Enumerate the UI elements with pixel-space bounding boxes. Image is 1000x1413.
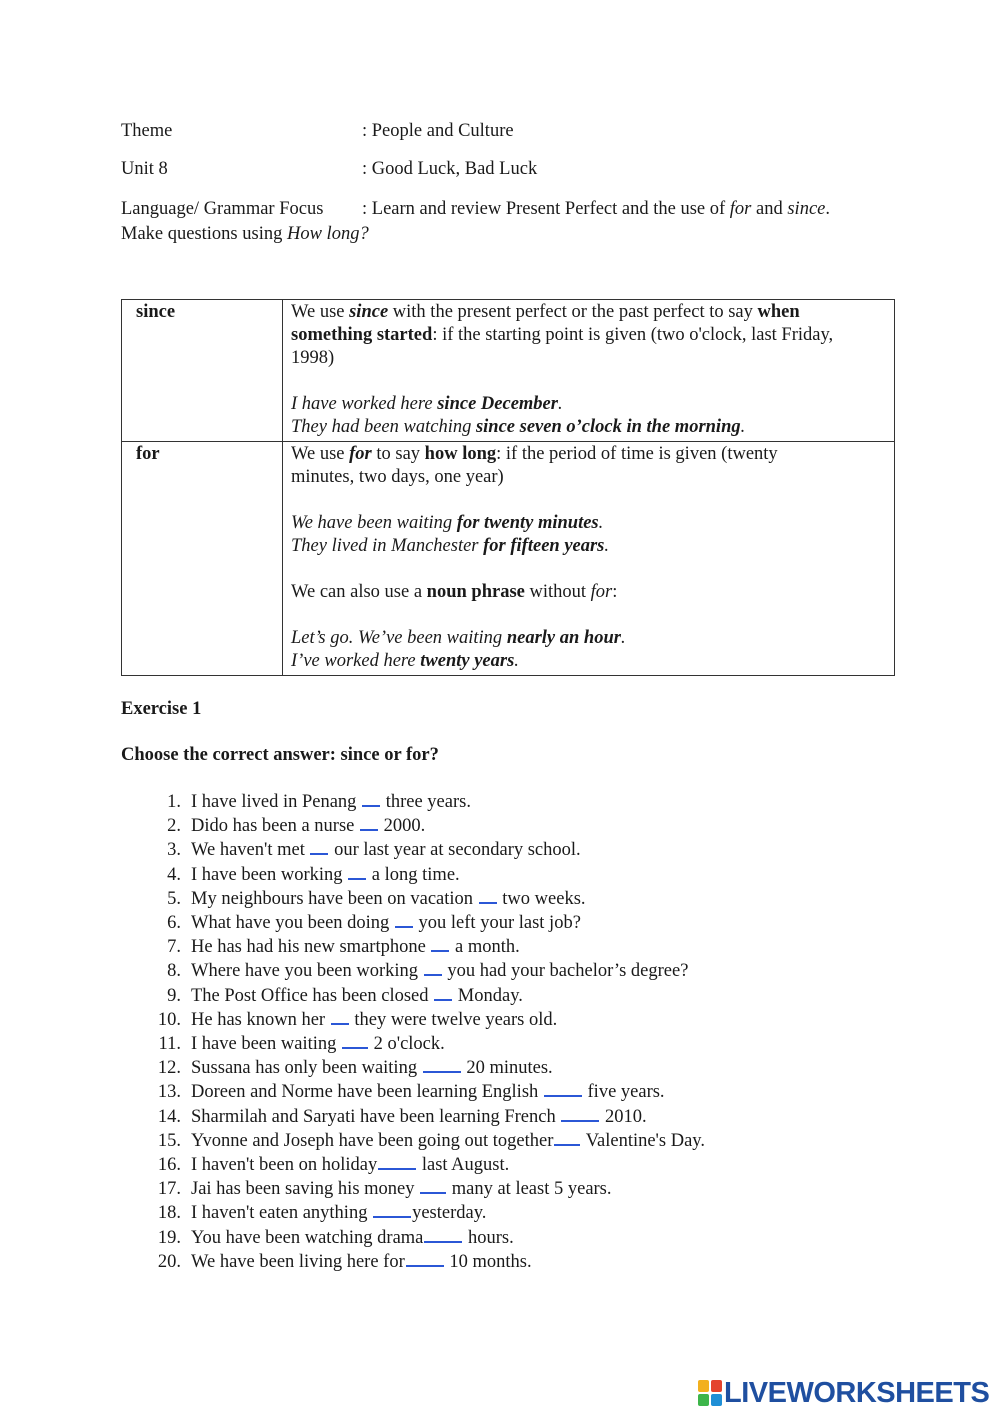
answer-blank[interactable] bbox=[423, 1056, 461, 1073]
question-text-before: I have lived in Penang bbox=[191, 792, 362, 812]
question-number: 6. bbox=[167, 913, 181, 934]
answer-blank[interactable] bbox=[561, 1105, 599, 1122]
question-item bbox=[140, 814, 705, 838]
question-item bbox=[140, 1032, 705, 1056]
exercise-title: Exercise 1 bbox=[121, 699, 202, 719]
question-text-after: two weeks. bbox=[497, 888, 586, 909]
question-text-after: 2000. bbox=[379, 816, 426, 837]
question-item bbox=[140, 790, 705, 814]
unit-row bbox=[121, 159, 538, 180]
question-number: 17. bbox=[157, 1179, 181, 1200]
answer-blank[interactable] bbox=[544, 1080, 582, 1097]
question-number: 19. bbox=[157, 1227, 181, 1248]
question-number: 5. bbox=[167, 888, 181, 909]
question-number: 9. bbox=[167, 985, 181, 1006]
focus-and: and bbox=[751, 199, 788, 219]
since-explanation: We use since with the present perfect or the past perfect to say when something started: if the starting point is given (two o'clock, last Friday, 1998) I have worked here since December. They had been watching since seven o’clock in the morning. bbox=[283, 300, 895, 442]
question-text-after: you had your bachelor’s degree? bbox=[442, 961, 689, 982]
for-term: for bbox=[122, 442, 283, 676]
question-text-after: Valentine's Day. bbox=[581, 1130, 705, 1151]
question-list bbox=[140, 790, 705, 1274]
logo-square bbox=[698, 1394, 709, 1406]
question-number: 18. bbox=[157, 1203, 181, 1224]
question-item bbox=[140, 935, 705, 959]
question-item bbox=[140, 1008, 705, 1032]
answer-blank[interactable] bbox=[431, 935, 449, 952]
question-number: 11. bbox=[158, 1034, 181, 1055]
answer-blank[interactable] bbox=[424, 1226, 462, 1243]
question-text-after: 2 o'clock. bbox=[369, 1034, 445, 1055]
question-item bbox=[140, 1250, 705, 1274]
question-text-before: He has had his new smartphone bbox=[191, 937, 431, 958]
focus-line2: Make questions using bbox=[121, 224, 287, 244]
theme-label: Theme bbox=[121, 121, 173, 141]
question-text-after: yesterday. bbox=[412, 1203, 487, 1224]
for-example-3: Let’s go. We’ve been waiting nearly an hour. bbox=[291, 628, 626, 648]
question-item bbox=[140, 984, 705, 1008]
question-text-before: Yvonne and Joseph have been going out together bbox=[191, 1130, 554, 1151]
question-number: 4. bbox=[167, 864, 181, 885]
logo-square bbox=[698, 1380, 709, 1392]
question-text-before: Where have you been working bbox=[191, 961, 423, 982]
question-text-after: 10 months. bbox=[444, 1251, 532, 1272]
focus-since: since bbox=[787, 199, 826, 219]
theme-row bbox=[121, 121, 514, 142]
logo-mark-icon bbox=[698, 1380, 722, 1406]
question-item bbox=[140, 959, 705, 983]
unit-label: Unit 8 bbox=[121, 159, 168, 179]
question-number: 3. bbox=[167, 840, 181, 861]
question-text-before: We haven't met bbox=[191, 840, 310, 861]
question-item bbox=[140, 1080, 705, 1104]
question-text-before: Jai has been saving his money bbox=[191, 1179, 420, 1200]
for-example-2: They lived in Manchester for fifteen years. bbox=[291, 536, 610, 556]
focus-dot: . bbox=[825, 199, 830, 219]
question-text-before: I have been working bbox=[191, 864, 348, 885]
question-text-before: Sharmilah and Saryati have been learning French bbox=[191, 1106, 561, 1127]
question-item bbox=[140, 863, 705, 887]
logo-wordmark: LIVEWORKSHEETS bbox=[724, 1376, 990, 1409]
theme-value: : People and Culture bbox=[362, 121, 514, 141]
question-number: 7. bbox=[167, 937, 181, 958]
for-row bbox=[122, 442, 895, 676]
question-number: 16. bbox=[157, 1155, 181, 1176]
focus-label: Language/ Grammar Focus bbox=[121, 199, 324, 219]
answer-blank[interactable] bbox=[362, 790, 380, 807]
question-text-before: What have you been doing bbox=[191, 913, 394, 934]
unit-value: : Good Luck, Bad Luck bbox=[362, 159, 538, 179]
question-item bbox=[140, 1177, 705, 1201]
answer-blank[interactable] bbox=[331, 1008, 349, 1025]
question-item bbox=[140, 1129, 705, 1153]
liveworksheets-logo bbox=[698, 1378, 994, 1408]
question-number: 8. bbox=[167, 961, 181, 982]
for-example-1: We have been waiting for twenty minutes. bbox=[291, 513, 604, 533]
question-text-before: Doreen and Norme have been learning English bbox=[191, 1082, 543, 1103]
question-text-after: three years. bbox=[381, 792, 471, 812]
question-text-after: five years. bbox=[582, 1082, 665, 1103]
question-text-after: 2010. bbox=[600, 1106, 647, 1127]
for-explanation: We use for to say how long: if the period of time is given (twenty minutes, two days, one year) We have been waiting for twenty minutes. They lived in Manchester for fifteen years. We can also use a noun phrase without for: Let’s go. We’ve been waiting nearly an hour. I’ve worked here twenty years. bbox=[283, 442, 895, 676]
question-text-after: hours. bbox=[463, 1227, 514, 1248]
question-text-after: many at least 5 years. bbox=[447, 1179, 612, 1200]
answer-blank[interactable] bbox=[406, 1250, 444, 1267]
question-text-before: We have been living here for bbox=[191, 1251, 405, 1272]
answer-blank[interactable] bbox=[434, 984, 452, 1001]
question-text-after: you left your last job? bbox=[413, 913, 581, 934]
question-text-before: You have been watching drama bbox=[191, 1227, 424, 1248]
question-number: 2. bbox=[167, 816, 181, 837]
question-item bbox=[140, 1153, 705, 1177]
question-text-after: they were twelve years old. bbox=[349, 1009, 558, 1030]
answer-blank[interactable] bbox=[310, 838, 328, 855]
answer-blank[interactable] bbox=[378, 1153, 416, 1170]
question-item bbox=[140, 1226, 705, 1250]
question-text-after: last August. bbox=[417, 1155, 510, 1176]
answer-blank[interactable] bbox=[479, 887, 497, 904]
question-number: 15. bbox=[157, 1130, 181, 1151]
question-text-after: a long time. bbox=[367, 864, 460, 885]
question-item bbox=[140, 1056, 705, 1080]
logo-square bbox=[711, 1380, 722, 1392]
question-item bbox=[140, 911, 705, 935]
since-row bbox=[122, 300, 895, 442]
question-text-before: I haven't been on holiday bbox=[191, 1155, 378, 1176]
question-number: 20. bbox=[157, 1251, 181, 1272]
since-term: since bbox=[122, 300, 283, 442]
question-text-after: our last year at secondary school. bbox=[329, 840, 581, 861]
focus-howlong: How long? bbox=[286, 224, 369, 244]
since-example-2: They had been watching since seven o’clock in the morning. bbox=[291, 417, 746, 437]
question-text-before: I have been waiting bbox=[191, 1034, 341, 1055]
answer-blank[interactable] bbox=[342, 1032, 368, 1049]
question-item bbox=[140, 1201, 705, 1225]
question-text-after: 20 minutes. bbox=[461, 1058, 553, 1079]
answer-blank[interactable] bbox=[348, 863, 366, 880]
question-number: 12. bbox=[157, 1058, 181, 1079]
question-number: 13. bbox=[157, 1082, 181, 1103]
question-text-before: Sussana has only been waiting bbox=[191, 1058, 422, 1079]
grammar-table bbox=[121, 299, 895, 676]
question-text-before: I haven't eaten anything bbox=[191, 1203, 373, 1224]
grammar-focus bbox=[121, 197, 891, 247]
question-text-after: Monday. bbox=[453, 985, 523, 1006]
question-item bbox=[140, 887, 705, 911]
answer-blank[interactable] bbox=[373, 1201, 411, 1218]
question-number: 10. bbox=[157, 1009, 181, 1030]
logo-square bbox=[711, 1394, 722, 1406]
focus-text: : Learn and review Present Perfect and the use of bbox=[362, 199, 730, 219]
question-text-before: Dido has been a nurse bbox=[191, 816, 359, 837]
noun-phrase-note: We can also use a noun phrase without for: bbox=[291, 582, 618, 602]
question-number: 1. bbox=[167, 792, 181, 812]
question-text-after: a month. bbox=[450, 937, 520, 958]
question-number: 14. bbox=[157, 1106, 181, 1127]
answer-blank[interactable] bbox=[420, 1177, 446, 1194]
answer-blank[interactable] bbox=[424, 959, 442, 976]
question-item bbox=[140, 838, 705, 862]
answer-blank[interactable] bbox=[360, 814, 378, 831]
question-item bbox=[140, 1105, 705, 1129]
question-text-before: The Post Office has been closed bbox=[191, 985, 434, 1006]
since-example-1: I have worked here since December. bbox=[291, 394, 563, 414]
question-text-before: He has known her bbox=[191, 1009, 330, 1030]
answer-blank[interactable] bbox=[395, 911, 413, 928]
question-text-before: My neighbours have been on vacation bbox=[191, 888, 478, 909]
answer-blank[interactable] bbox=[554, 1129, 580, 1146]
for-example-4: I’ve worked here twenty years. bbox=[291, 651, 519, 671]
focus-for: for bbox=[729, 199, 752, 219]
exercise-instruction: Choose the correct answer: since or for? bbox=[121, 745, 439, 765]
